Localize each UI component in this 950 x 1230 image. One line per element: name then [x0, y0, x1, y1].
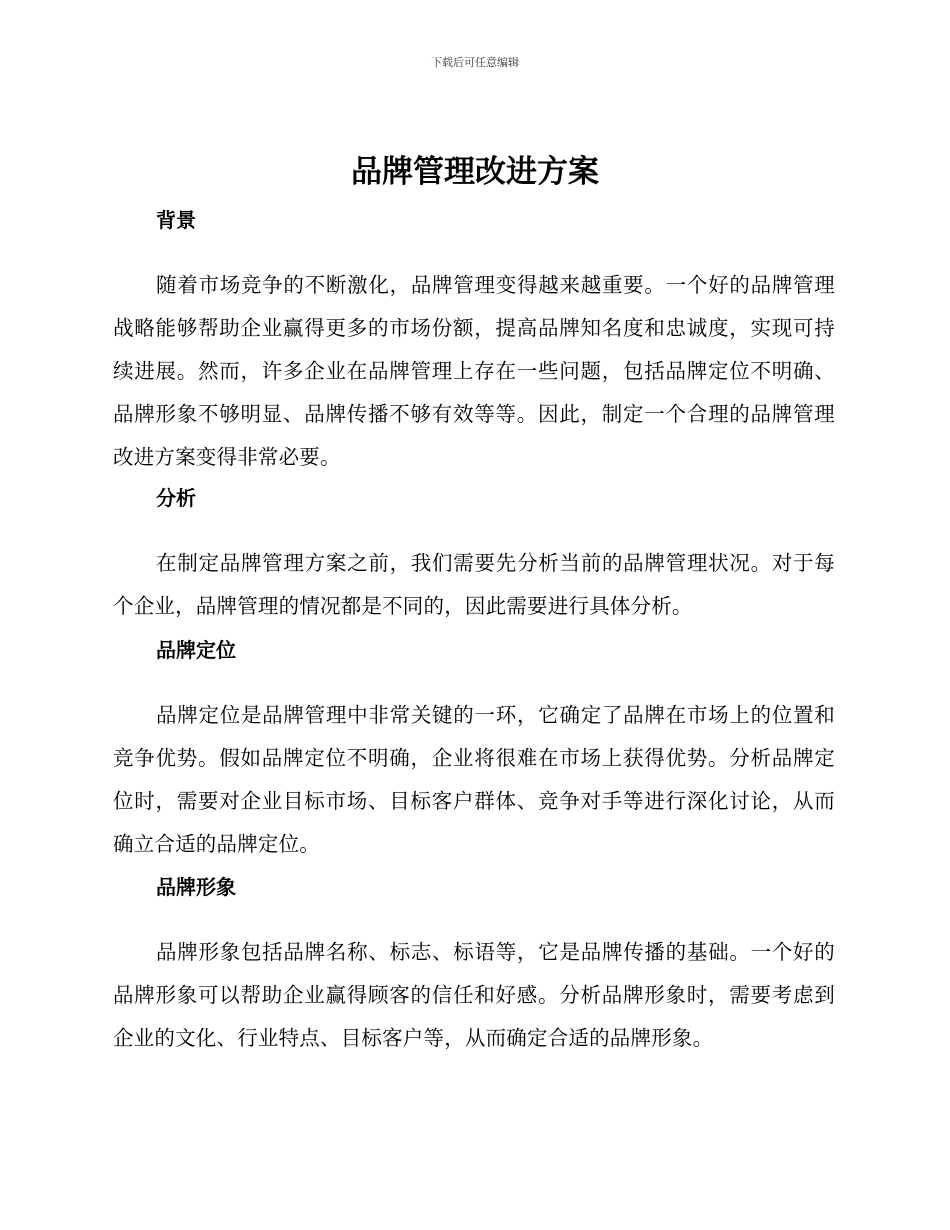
section-paragraph: 随着市场竞争的不断激化，品牌管理变得越来越重要。一个好的品牌管理战略能够帮助企业赢得更多的市场份额，提高品牌知名度和忠诚度，实现可持续进展。然而，许多企业在品牌管理上存在一些问题，包括品牌定位不明确、品牌形象不够明显、品牌传播不够有效等等。因此，制定一个合理的品牌管理改进方案变得非常必要。 [113, 273, 835, 469]
section-paragraph: 在制定品牌管理方案之前，我们需要先分析当前的品牌管理状况。对于每个企业，品牌管理的情况都是不同的，因此需要进行具体分析。 [113, 551, 835, 618]
section-analysis [113, 484, 835, 628]
header-note: 下载后可任意编辑 [431, 56, 519, 69]
section-background [113, 206, 835, 479]
section-brand-positioning [113, 636, 835, 866]
section-heading: 分析 [156, 486, 196, 510]
section-heading: 背景 [156, 208, 196, 232]
section-heading: 品牌形象 [156, 875, 236, 899]
section-paragraph: 品牌定位是品牌管理中非常关键的一环，它确定了品牌在市场上的位置和竞争优势。假如品牌定位不明确，企业将很难在市场上获得优势。分析品牌定位时，需要对企业目标市场、目标客户群体、竞争对手等进行深化讨论，从而确立合适的品牌定位。 [113, 703, 835, 856]
section-paragraph: 品牌形象包括品牌名称、标志、标语等，它是品牌传播的基础。一个好的品牌形象可以帮助企业赢得顾客的信任和好感。分析品牌形象时，需要考虑到企业的文化、行业特点、目标客户等，从而确定合适的品牌形象。 [113, 940, 835, 1050]
document-title: 品牌管理改进方案 [351, 154, 599, 190]
section-brand-image [113, 873, 835, 1060]
section-heading: 品牌定位 [156, 638, 236, 662]
